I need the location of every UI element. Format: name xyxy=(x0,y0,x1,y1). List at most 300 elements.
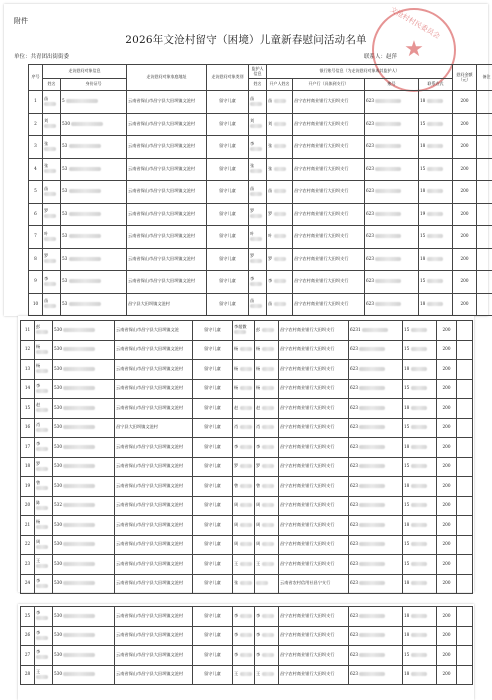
cell-account xyxy=(365,158,419,181)
col-seq: 序号 xyxy=(29,65,43,91)
table-row xyxy=(29,203,492,226)
redaction-mark xyxy=(427,122,443,126)
redaction-mark xyxy=(411,542,427,546)
redaction-mark xyxy=(69,167,101,171)
cell-amount: 200 xyxy=(437,607,457,627)
cell-account-visible: 6231 xyxy=(350,326,361,332)
cell-guardian-visible: 李 xyxy=(250,275,255,281)
cell-name xyxy=(35,555,53,575)
cell-type: 留守儿童 xyxy=(207,113,249,136)
cell-guardian xyxy=(233,646,255,666)
cell-phone-visible: 15 xyxy=(404,385,410,391)
cell-phone-visible: 18 xyxy=(404,580,410,586)
redaction-mark xyxy=(44,237,56,241)
cell-phone xyxy=(403,535,437,555)
redaction-mark xyxy=(240,484,252,488)
cell-branch: 昌宁农村商业银行大田坝支行 xyxy=(293,158,365,181)
cell-remark xyxy=(457,438,473,458)
redaction-mark xyxy=(44,259,56,263)
redaction-mark xyxy=(63,445,95,449)
cell-account xyxy=(349,516,403,536)
cell-holder xyxy=(255,399,279,419)
cell-branch: 昌宁农村商业银行大田坝支行 xyxy=(293,248,365,271)
cell-phone xyxy=(403,321,437,341)
cell-id xyxy=(61,113,127,136)
cell-remark xyxy=(477,271,492,294)
cell-name xyxy=(35,340,53,360)
cell-seq: 7 xyxy=(29,226,43,249)
cell-name-visible: 赵 xyxy=(36,402,41,408)
redaction-mark xyxy=(69,302,101,306)
cell-address: 云南省保山市昌宁县大田坝镇文沧村 xyxy=(115,555,193,575)
cell-holder-visible: 周 xyxy=(256,502,261,508)
redaction-mark xyxy=(427,234,443,238)
cell-holder xyxy=(255,665,279,685)
cell-name-visible: 李 xyxy=(36,577,41,583)
cell-guardian-visible: 周 xyxy=(234,541,239,547)
cell-branch: 昌宁农村商业银行大田坝支行 xyxy=(279,516,349,536)
cell-phone xyxy=(403,418,437,438)
cell-guardian xyxy=(233,496,255,516)
cell-phone xyxy=(403,360,437,380)
cell-remark xyxy=(457,477,473,497)
cell-remark xyxy=(457,574,473,594)
cell-id xyxy=(61,158,127,181)
cell-guardian-visible: 周 xyxy=(234,521,239,527)
cell-account xyxy=(349,626,403,646)
cell-id xyxy=(53,535,115,555)
cell-id xyxy=(53,574,115,594)
cell-address: 云南省保山市昌宁县大田坝镇文沧村 xyxy=(115,360,193,380)
cell-guardian-visible: 李 xyxy=(250,140,255,146)
cell-holder xyxy=(255,321,279,341)
cell-phone-visible: 18 xyxy=(404,612,410,618)
redaction-mark xyxy=(262,562,274,566)
cell-id xyxy=(53,516,115,536)
redaction-mark xyxy=(411,328,427,332)
cell-guardian-visible: 张 xyxy=(234,580,239,586)
cell-id-visible: 53 xyxy=(62,233,68,239)
cell-branch: 昌宁农村商业银行大田坝支行 xyxy=(279,496,349,516)
redaction-mark xyxy=(375,99,401,103)
redaction-mark xyxy=(66,99,98,103)
redaction-mark xyxy=(250,214,262,218)
col-remark: 备注 xyxy=(477,65,492,91)
redaction-mark xyxy=(411,523,427,527)
cell-amount: 200 xyxy=(453,271,477,294)
cell-name xyxy=(35,457,53,477)
redaction-mark xyxy=(240,406,252,410)
cell-id xyxy=(53,418,115,438)
cell-holder xyxy=(255,457,279,477)
redaction-mark xyxy=(256,581,268,585)
cell-name xyxy=(43,91,61,114)
cell-type: 留守儿童 xyxy=(207,181,249,204)
cell-id-visible: 530 xyxy=(54,560,62,566)
cell-guardian-visible: 杨 xyxy=(234,365,239,371)
cell-remark xyxy=(457,646,473,666)
redaction-mark xyxy=(274,279,286,283)
table-row xyxy=(21,360,473,380)
cell-remark xyxy=(457,496,473,516)
cell-id-visible: 53 xyxy=(62,188,68,194)
cell-holder-visible: 李 xyxy=(256,443,261,449)
cell-guardian xyxy=(249,271,267,294)
page-1 xyxy=(4,4,491,316)
cell-id-visible: 53 xyxy=(62,210,68,216)
cell-amount: 200 xyxy=(453,203,477,226)
cell-name xyxy=(35,360,53,380)
cell-id-visible: 530 xyxy=(54,482,62,488)
redaction-mark xyxy=(411,503,427,507)
cell-holder-visible: 刘 xyxy=(268,120,273,126)
cell-branch: 昌宁农村商业银行大田坝支行 xyxy=(279,457,349,477)
cell-type: 留守儿童 xyxy=(193,516,233,536)
redaction-mark xyxy=(262,386,274,390)
redaction-mark xyxy=(240,386,252,390)
cell-phone xyxy=(419,226,453,249)
cell-phone-visible: 18 xyxy=(404,482,410,488)
cell-phone xyxy=(419,181,453,204)
cell-account xyxy=(349,665,403,685)
table-row xyxy=(29,293,492,316)
cell-amount: 200 xyxy=(453,158,477,181)
cell-holder xyxy=(267,293,293,316)
cell-guardian-visible: 李 xyxy=(234,612,239,618)
cell-id xyxy=(61,91,127,114)
cell-type: 留守儿童 xyxy=(193,535,233,555)
cell-seq: 5 xyxy=(29,181,43,204)
redaction-mark xyxy=(250,192,262,196)
page-3 xyxy=(18,604,474,700)
redaction-mark xyxy=(411,653,427,657)
redaction-mark xyxy=(427,302,443,306)
cell-account xyxy=(349,555,403,575)
cell-name xyxy=(35,646,53,666)
cell-type: 留守儿童 xyxy=(207,226,249,249)
cell-branch: 昌宁农村商业银行大田坝支行 xyxy=(279,360,349,380)
table-row xyxy=(21,535,473,555)
cell-remark xyxy=(457,535,473,555)
cell-address: 云南省保山市昌宁县大田坝镇文沧村 xyxy=(127,226,207,249)
cell-id-visible: 530 xyxy=(54,404,62,410)
redaction-mark xyxy=(274,302,286,306)
cell-seq: 22 xyxy=(21,535,35,555)
cell-account-visible: 623 xyxy=(350,632,358,638)
cell-name-visible: 张 xyxy=(44,140,49,146)
redaction-mark xyxy=(359,425,385,429)
cell-type: 留守儿童 xyxy=(207,271,249,294)
cell-account-visible: 623 xyxy=(350,424,358,430)
redaction-mark xyxy=(250,259,262,263)
cell-type: 留守儿童 xyxy=(207,203,249,226)
cell-name-visible: 罗 xyxy=(44,208,49,214)
cell-amount: 200 xyxy=(437,438,457,458)
cell-branch: 昌宁农村商业银行大田坝支行 xyxy=(279,379,349,399)
cell-id-visible: 530 xyxy=(54,424,62,430)
cell-phone-visible: 19 xyxy=(420,210,426,216)
redaction-mark xyxy=(250,102,262,106)
cell-name xyxy=(43,203,61,226)
cell-id xyxy=(61,271,127,294)
redaction-mark xyxy=(63,633,95,637)
cell-branch: 昌宁农村商业银行大田坝支行 xyxy=(293,181,365,204)
redaction-mark xyxy=(359,672,385,676)
redaction-mark xyxy=(250,124,262,128)
cell-holder xyxy=(255,646,279,666)
cell-name-visible: 苗 xyxy=(44,298,49,304)
col-amount: 慰问金额（元） xyxy=(453,65,477,91)
cell-phone xyxy=(419,91,453,114)
cell-amount: 200 xyxy=(453,226,477,249)
cell-holder-visible: 李 xyxy=(256,612,261,618)
cell-guardian-visible: 罗 xyxy=(250,208,255,214)
redaction-mark xyxy=(36,389,48,393)
redaction-mark xyxy=(262,523,274,527)
cell-amount: 200 xyxy=(437,555,457,575)
cell-address: 云南省保山市昌宁县大田坝镇文沧村 xyxy=(115,340,193,360)
seal-text: 文沧村村民委员会 xyxy=(388,5,442,41)
cell-name xyxy=(35,516,53,536)
table-row xyxy=(21,321,473,341)
cell-branch: 昌宁农村商业银行大田坝支行 xyxy=(279,438,349,458)
cell-remark xyxy=(457,607,473,627)
cell-name-visible: 周 xyxy=(36,538,41,544)
redaction-mark xyxy=(240,367,252,371)
redaction-mark xyxy=(274,167,286,171)
cell-seq: 28 xyxy=(21,665,35,685)
redaction-mark xyxy=(274,257,286,261)
cell-guardian xyxy=(249,181,267,204)
cell-guardian xyxy=(233,379,255,399)
cell-account xyxy=(349,418,403,438)
redaction-mark xyxy=(375,167,401,171)
cell-account-visible: 623 xyxy=(366,233,374,239)
redaction-mark xyxy=(375,144,401,148)
redaction-mark xyxy=(69,144,101,148)
cell-seq: 25 xyxy=(21,607,35,627)
cell-phone xyxy=(403,399,437,419)
redaction-mark xyxy=(359,523,385,527)
cell-branch: 云南省农村信用社昌宁支行 xyxy=(279,574,349,594)
redaction-mark xyxy=(36,564,48,568)
table-row xyxy=(21,340,473,360)
redaction-mark xyxy=(359,484,385,488)
cell-holder xyxy=(267,181,293,204)
table-row xyxy=(21,574,473,594)
cell-guardian-visible: 周 xyxy=(234,502,239,508)
cell-address: 云南省保山市昌宁县大田坝镇文沧村 xyxy=(115,379,193,399)
table-row xyxy=(21,607,473,627)
cell-account xyxy=(349,340,403,360)
cell-guardian xyxy=(233,665,255,685)
cell-id-visible: 530 xyxy=(54,326,62,332)
redaction-mark xyxy=(36,467,48,471)
redaction-mark xyxy=(63,503,95,507)
cell-address: 云南省保山市昌宁县大田坝镇文沧村 xyxy=(115,496,193,516)
redaction-mark xyxy=(240,542,252,546)
cell-name xyxy=(43,226,61,249)
cell-account-visible: 623 xyxy=(350,541,358,547)
cell-id-visible: 532 xyxy=(54,502,62,508)
cell-remark xyxy=(477,293,492,316)
rows-page3 xyxy=(21,607,473,685)
redaction-mark xyxy=(69,234,101,238)
cell-remark xyxy=(457,379,473,399)
cell-seq: 17 xyxy=(21,438,35,458)
cell-account xyxy=(349,607,403,627)
cell-phone xyxy=(419,203,453,226)
redaction-mark xyxy=(63,367,95,371)
table-row xyxy=(21,379,473,399)
cell-guardian-visible: 杨 xyxy=(234,346,239,352)
cell-id xyxy=(61,226,127,249)
redaction-mark xyxy=(36,584,48,588)
cell-branch: 昌宁农村商业银行大田坝支行 xyxy=(293,226,365,249)
cell-phone-visible: 15 xyxy=(404,541,410,547)
redaction-mark xyxy=(36,525,48,529)
cell-holder-visible: 张 xyxy=(268,165,273,171)
cell-phone xyxy=(403,646,437,666)
cell-phone-visible: 18 xyxy=(404,521,410,527)
cell-address: 云南省保山市昌宁县大田坝镇文沧村 xyxy=(127,113,207,136)
cell-guardian xyxy=(249,91,267,114)
cell-type: 留守儿童 xyxy=(193,321,233,341)
table-row xyxy=(21,626,473,646)
redaction-mark xyxy=(36,330,48,334)
cell-phone-visible: 18 xyxy=(404,671,410,677)
cell-holder-visible: 彭 xyxy=(256,326,261,332)
table-row xyxy=(21,646,473,666)
redaction-mark xyxy=(36,545,48,549)
cell-seq: 19 xyxy=(21,477,35,497)
redaction-mark xyxy=(411,581,427,585)
redaction-mark xyxy=(69,279,101,283)
cell-phone-visible: 15 xyxy=(404,560,410,566)
cell-id-visible: 5 xyxy=(62,98,65,104)
unit-label: 单位：共青团出街街委 xyxy=(14,54,70,60)
cell-amount: 200 xyxy=(453,91,477,114)
cell-name-visible: 陈 xyxy=(36,499,41,505)
cell-phone-visible: 15 xyxy=(420,165,426,171)
cell-holder-visible: 李 xyxy=(256,651,261,657)
cell-phone-visible: 18 xyxy=(420,255,426,261)
cell-holder-visible: 曾 xyxy=(256,482,261,488)
cell-phone xyxy=(403,574,437,594)
cell-name-visible: 王 xyxy=(36,558,41,564)
col-branch: 开户行（具体到支行） xyxy=(293,79,365,91)
redaction-mark xyxy=(427,144,443,148)
cell-seq: 10 xyxy=(29,293,43,316)
cell-account xyxy=(365,113,419,136)
cell-id xyxy=(61,293,127,316)
cell-address: 云南省保山市昌宁县大田坝镇文沧村 xyxy=(115,646,193,666)
col-guardian: 监护人信息 xyxy=(249,65,267,79)
redaction-mark xyxy=(262,347,274,351)
redaction-mark xyxy=(36,675,48,679)
cell-address: 昌宁县大田坝镇文沧村 xyxy=(127,293,207,316)
cell-holder-visible: 周 xyxy=(256,541,261,547)
cell-name-visible: 杨 xyxy=(36,363,41,369)
redaction-mark xyxy=(63,347,95,351)
cell-phone xyxy=(403,457,437,477)
cell-id xyxy=(61,248,127,271)
cell-account-visible: 623 xyxy=(366,165,374,171)
cell-address: 云南省保山市昌宁县大田坝镇文沧村 xyxy=(115,574,193,594)
cell-name-visible: 李 xyxy=(36,382,41,388)
redaction-mark xyxy=(44,282,56,286)
cell-type: 留守儿童 xyxy=(193,607,233,627)
cell-account xyxy=(349,496,403,516)
cell-account xyxy=(349,535,403,555)
cell-holder xyxy=(255,477,279,497)
redaction-mark xyxy=(274,212,286,216)
cell-phone-visible: 15 xyxy=(404,463,410,469)
cell-seq: 27 xyxy=(21,646,35,666)
cell-type: 留守儿童 xyxy=(207,91,249,114)
cell-address: 云南省保山市昌宁县大田坝镇文沧村 xyxy=(127,136,207,159)
cell-holder xyxy=(267,136,293,159)
redaction-mark xyxy=(63,406,95,410)
cell-phone xyxy=(403,379,437,399)
cell-account-visible: 623 xyxy=(350,346,358,352)
cell-name xyxy=(43,293,61,316)
cell-guardian xyxy=(233,555,255,575)
redaction-mark xyxy=(359,633,385,637)
cell-account xyxy=(365,181,419,204)
cell-account xyxy=(349,399,403,419)
col-type: 走访慰问对象类别 xyxy=(207,65,249,91)
cell-id-visible: 530 xyxy=(54,651,62,657)
redaction-mark xyxy=(44,192,56,196)
cell-phone xyxy=(403,665,437,685)
cell-guardian xyxy=(233,321,255,341)
cell-name-visible: 李 xyxy=(36,441,41,447)
cell-phone-visible: 15 xyxy=(404,346,410,352)
table-row xyxy=(29,271,492,294)
cell-name xyxy=(35,399,53,419)
cell-address: 云南省保山市昌宁县大田坝镇文沧村 xyxy=(115,665,193,685)
cell-address: 云南省保山市昌宁县大田坝镇文沧村 xyxy=(127,158,207,181)
redaction-mark xyxy=(359,653,385,657)
redaction-mark xyxy=(427,279,443,283)
cell-guardian xyxy=(249,203,267,226)
cell-phone xyxy=(419,136,453,159)
cell-phone xyxy=(403,555,437,575)
cell-guardian-visible: 王 xyxy=(234,560,239,566)
col-phone: 联系方式 xyxy=(419,79,453,91)
redaction-mark xyxy=(240,633,252,637)
cell-phone xyxy=(403,496,437,516)
redaction-mark xyxy=(274,189,286,193)
cell-amount: 200 xyxy=(437,646,457,666)
cell-id xyxy=(53,438,115,458)
redaction-mark xyxy=(36,616,48,620)
redaction-mark xyxy=(44,304,56,308)
cell-phone xyxy=(403,340,437,360)
redaction-mark xyxy=(411,672,427,676)
redaction-mark xyxy=(362,328,388,332)
col-guardian-name: 姓名 xyxy=(249,79,267,91)
table-row xyxy=(29,248,492,271)
cell-remark xyxy=(457,399,473,419)
recipient-table-page3 xyxy=(20,606,473,685)
cell-account xyxy=(349,360,403,380)
attachment-label: 附件 xyxy=(14,17,28,25)
cell-name xyxy=(35,418,53,438)
cell-guardian xyxy=(233,607,255,627)
redaction-mark xyxy=(44,102,56,106)
